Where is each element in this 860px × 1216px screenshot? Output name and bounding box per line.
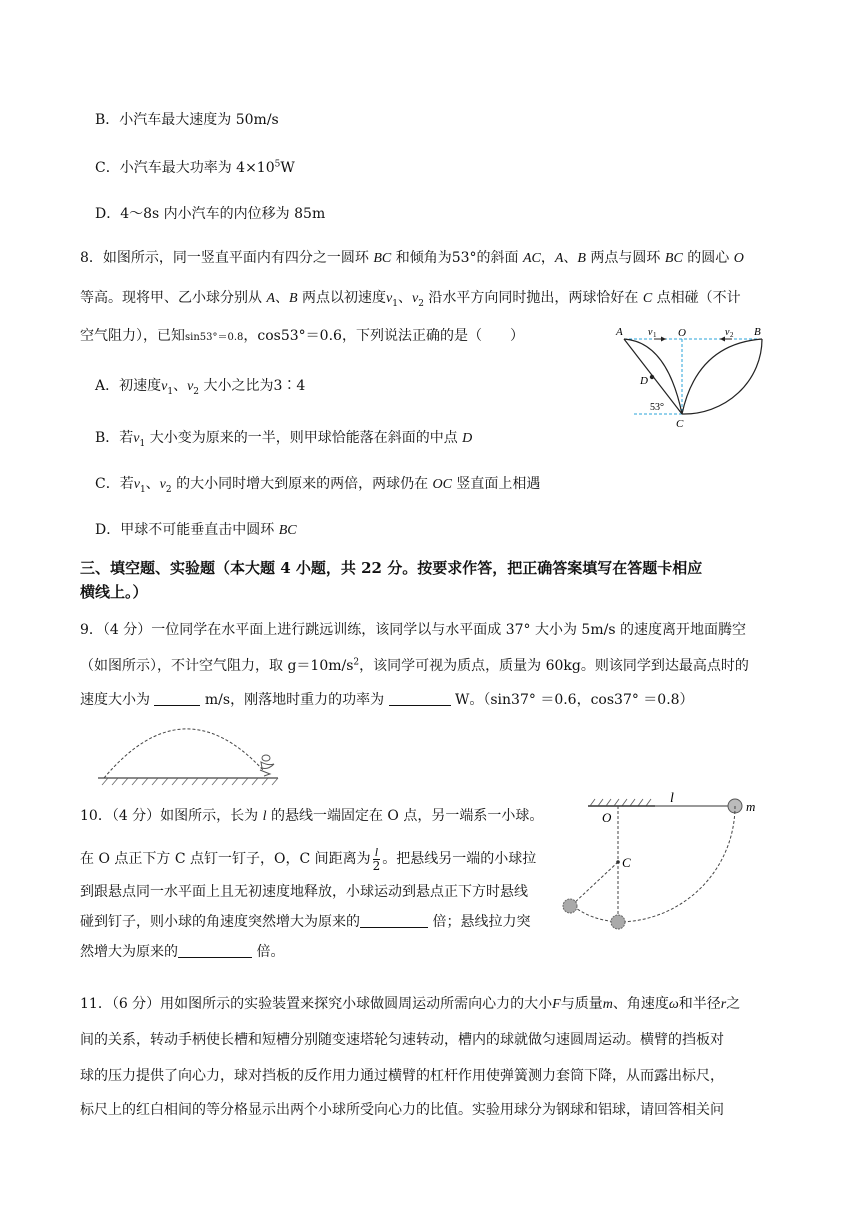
q8-text: A．初速度 (95, 378, 162, 394)
q10-answer-blank-angular-velocity[interactable] (360, 913, 428, 928)
q10-text: 到跟悬点同一水平面上且无初速度地释放，小球运动到悬点正下方时悬线 (80, 884, 528, 900)
q9-line1 (80, 620, 746, 640)
q10-figure (560, 790, 775, 940)
q8-option-b (95, 428, 472, 449)
q9-text: ，该同学可视为质点，质量为 60kg。则该同学到达最高点时的 (359, 658, 749, 674)
q10-line1 (80, 806, 543, 827)
q8-figure (612, 322, 772, 430)
q10-text: 在 O 点正下方 C 点钉一钉子，O，C 间距离为 (80, 851, 371, 867)
q8-text: D．甲球不可能垂直击中圆环 (95, 522, 279, 538)
q10-string-to-left-ball (572, 862, 618, 905)
q8-text: C．若 (95, 476, 134, 492)
q8-text: 两点以初速度 (297, 290, 387, 306)
q8-label-c: C (676, 418, 684, 430)
q11-text: 球的压力提供了向心力，球对挡板的反作用力通过横臂的杠杆作用使弹簧测力套筒下降，从而露出标尺， (80, 1068, 724, 1084)
q10-text: 然增大为原来的 (80, 944, 178, 960)
q11-text: 和半径 (678, 996, 721, 1012)
q8-var: v (187, 379, 194, 394)
q11-var: r (720, 997, 727, 1012)
q10-line3 (80, 882, 528, 902)
q10-label-c: C (622, 855, 631, 870)
q8-point-d (650, 375, 654, 379)
q8-arrowhead-v1 (661, 337, 666, 342)
q11-line4 (80, 1100, 724, 1120)
section3-heading-line1 (80, 558, 702, 578)
q8-text: ， (540, 250, 555, 266)
q8-var: AC (522, 251, 541, 266)
q8-var: B (577, 251, 586, 266)
q10-arc-large (618, 806, 735, 922)
q8-var: v (133, 477, 140, 492)
q10-text: 。把悬线另一端的小球拉 (382, 851, 537, 867)
q8-var: A (554, 251, 564, 266)
q8-text: 、 (275, 290, 290, 306)
q9-answer-blank-velocity[interactable] (154, 691, 200, 706)
q8-var: BC (664, 251, 683, 266)
q8-var: A (266, 291, 276, 306)
q8-text: ，cos53°＝0.6，下列说法正确的是（ ） (243, 328, 524, 344)
q8-label-b: B (754, 326, 761, 338)
q10-fraction (373, 846, 381, 873)
q8-text: 大小之比为3∶4 (199, 378, 306, 394)
q8-option-c (95, 474, 540, 495)
q8-option-a (95, 376, 305, 397)
q8-text: 、 (563, 250, 578, 266)
q9-text: 9．（4 分）一位同学在水平面上进行跳远训练，该同学以与水平面成 37° 大小为 5m/s 的速度离开地面腾空 (80, 622, 746, 638)
q9-jumper-icon (260, 755, 274, 776)
q8-sub: 2 (418, 298, 424, 309)
q8-var: v (133, 431, 140, 446)
q8-option-d (95, 520, 297, 541)
q11-line3 (80, 1066, 724, 1086)
q9-ground-hatch (102, 778, 278, 785)
q10-ceiling-hatch (590, 799, 651, 806)
q8-label-v2: v (725, 327, 730, 338)
q9-answer-blank-power[interactable] (389, 691, 451, 706)
q11-text: 之 (726, 996, 741, 1012)
q8-stem-line1 (80, 248, 744, 269)
q10-line4 (80, 912, 530, 932)
q8-sin-value: sin53°＝0.8 (185, 332, 244, 343)
q8-text: 两点与圆环 (585, 250, 665, 266)
q10-ball-bottom (611, 915, 625, 929)
q11-var: ω (668, 997, 679, 1012)
q8-sub: 2 (165, 484, 172, 495)
q8-text: 和倾角为53°的斜面 (391, 250, 523, 266)
q9-jump-trajectory (104, 729, 263, 778)
q8-stem-line2 (80, 288, 741, 309)
q8-label-v1: v (648, 327, 653, 338)
q8-label-angle: 53° (650, 402, 664, 413)
q9-line3 (80, 690, 694, 710)
q8-sub: 1 (392, 298, 398, 309)
q9-text: m/s，刚落地时重力的功率为 (200, 692, 389, 708)
q8-text: 、 (173, 378, 188, 394)
q10-line2 (80, 844, 536, 874)
q10-text: 倍；悬线拉力突 (428, 914, 531, 930)
q8-sub: 2 (193, 386, 200, 397)
q8-label-d: D (640, 375, 648, 387)
q7-option-c-text: C．小汽车最大功率为 4×10 (95, 160, 275, 176)
q11-line2 (80, 1030, 724, 1050)
q10-line5 (80, 942, 284, 962)
q9-text: W。（sin37° ＝0.6，cos37° ＝0.8） (450, 692, 694, 708)
q10-var: l (262, 809, 267, 824)
q7-option-b-text: B．小汽车最大速度为 50m/s (95, 112, 279, 128)
q8-var: v (386, 291, 393, 306)
q7-option-c-exponent: 5 (274, 159, 281, 170)
q11-line1 (80, 994, 740, 1015)
section3-heading-text: 三、填空题、实验题（本大题 4 小题，共 22 分。按要求作答，把正确答案填写在答题卡相应 (80, 559, 703, 577)
q10-text: 碰到钉子，则小球的角速度突然增大为原来的 (80, 914, 360, 930)
q8-trajectory-b (682, 339, 762, 414)
q8-stem-line3 (80, 326, 524, 348)
q8-var: BC (373, 251, 392, 266)
q8-text: 8．如图所示，同一竖直平面内有四分之一圆环 (80, 250, 374, 266)
q10-text: 倍。 (252, 944, 285, 960)
section3-heading-text: 横线上。） (80, 583, 148, 601)
q8-var: O (733, 251, 744, 266)
q8-var: BC (278, 523, 297, 538)
q7-option-c-unit: W (280, 160, 295, 176)
q8-text: 大小变为原来的一半，则甲球恰能落在斜面的中点 (145, 430, 463, 446)
q8-text: 、 (397, 290, 412, 306)
q8-sub: 1 (139, 438, 146, 449)
q11-text: 11．（6 分）用如图所示的实验装置来探究小球做圆周运动所需向心力的大小 (80, 996, 553, 1012)
q8-label-v2-sub: 2 (730, 331, 734, 339)
q10-label-m: m (746, 799, 756, 814)
q8-text: 等高。现将甲、乙小球分别从 (80, 290, 267, 306)
q8-var: v (159, 477, 166, 492)
q8-text: 的圆心 (682, 250, 734, 266)
q7-option-c (95, 158, 295, 178)
section3-heading-line2 (80, 582, 148, 602)
q8-var: v (161, 379, 168, 394)
q8-text: 、 (145, 476, 160, 492)
q8-sub: 1 (167, 386, 174, 397)
q8-text: 空气阻力），已知 (80, 328, 185, 344)
q11-var: m (602, 997, 613, 1012)
q9-exponent: 2 (353, 657, 360, 668)
q11-var: F (552, 997, 561, 1012)
q8-var: D (462, 431, 473, 446)
q8-var: OC (432, 477, 452, 492)
q9-line2 (80, 656, 749, 676)
q8-text: 的大小同时增大到原来的两倍，两球仍在 (171, 476, 433, 492)
q11-text: 间的关系，转动手柄使长槽和短槽分别随变速塔轮匀速转动，槽内的球就做匀速圆周运动。横臂的挡板对 (80, 1032, 724, 1048)
q8-text: B．若 (95, 430, 134, 446)
q11-text: 标尺上的红白相间的等分格显示出两个小球所受向心力的比值。实验用球分为钢球和铝球，请回答相关问 (80, 1102, 724, 1118)
q8-var: B (289, 291, 298, 306)
q8-label-v1-sub: 1 (653, 331, 657, 339)
q10-ball-left (563, 899, 577, 913)
q8-var: C (642, 291, 653, 306)
q10-nail-c (616, 860, 620, 864)
q8-var: v (411, 291, 419, 306)
q9-text: （如图所示），不计空气阻力，取 g＝10m/s (80, 658, 354, 674)
q8-text: 竖直面上相遇 (451, 476, 541, 492)
q11-text: 与质量 (560, 996, 603, 1012)
q10-text: 10．（4 分）如图所示，长为 (80, 808, 263, 824)
q8-text: 点相碰（不计 (652, 290, 741, 306)
q8-label-o: O (678, 327, 686, 339)
q8-label-a: A (616, 326, 623, 338)
q7-option-b (95, 110, 279, 130)
q10-text: 的悬线一端固定在 O 点，另一端系一小球。 (266, 808, 544, 824)
q7-option-d (95, 204, 325, 224)
q8-sub: 1 (139, 484, 146, 495)
q8-text: 沿水平方向同时抛出，两球恰好在 (423, 290, 643, 306)
q11-text: 、角速度 (612, 996, 669, 1012)
q10-fraction-numerator: l (373, 846, 381, 860)
q10-label-o: O (602, 810, 612, 825)
q10-label-l: l (670, 791, 674, 806)
q10-answer-blank-tension[interactable] (178, 943, 252, 958)
q9-figure (98, 724, 283, 786)
q7-option-d-text: D．4～8s 内小汽车的内位移为 85m (95, 206, 326, 222)
q9-text: 速度大小为 (80, 692, 155, 708)
q10-fraction-denominator: 2 (372, 858, 381, 873)
